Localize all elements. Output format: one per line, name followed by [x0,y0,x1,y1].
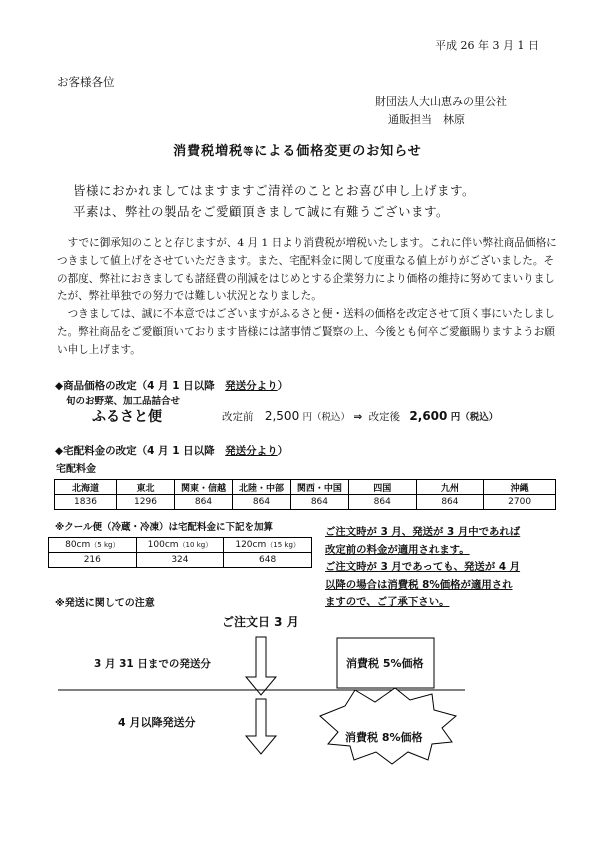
title-main: 消費税増税 [173,144,244,159]
size-value: 80cm [65,540,91,550]
arrow-icon: ⇒ [353,411,363,423]
greeting-line-1: 皆様におかれましてはますますご清祥のこととお喜び申し上げます。 [73,183,476,198]
weight-value: （10 kg） [178,541,213,549]
tax5-label: 消費税 5%価格 [346,657,424,670]
document-date: 平成 26 年 3 月 1 日 [435,39,539,52]
march-shipping-label: 3 月 31 日までの発送分 [94,658,211,670]
title-small: 等 [243,147,255,158]
department-contact: 通販担当 林原 [388,113,465,126]
product-subtitle: 旬のお野菜、加工品詰合せ [66,396,181,407]
april-shipping-label: 4 月以降発送分 [118,716,196,729]
greeting-line-2: 平素は、弊社の製品をご愛顧頂きまして誠に有難うございます。 [73,204,450,219]
region-cell: 北海道 [55,480,117,495]
after-price: 2,600 [409,409,448,423]
heading-prefix: ◆宅配料金の改定（4 月 1 日以降 [55,445,226,457]
price-cell: 648 [224,553,312,568]
notice-line: 改定前の料金が適用されます。 [325,543,470,556]
price-cell: 2700 [484,495,556,510]
heading-prefix: ◆商品価格の改定（4 月 1 日以降 [55,380,226,392]
cool-section-heading: ※クール便（冷蔵・冷凍）は宅配料金に下記を加算 [55,522,274,533]
product-name: ふるさと便 [92,409,162,425]
notice-line: ますので、ご了承下さい。 [325,596,450,608]
notice-line: ご注文時が 3 月であっても、発送が 4 月 [325,561,521,573]
before-yen-tax: 円（税込） [302,412,351,423]
price-cell: 864 [175,495,233,510]
down-arrow-icon [246,637,276,695]
price-cell: 864 [416,495,484,510]
price-cell: 324 [136,553,224,568]
price-cell: 216 [49,553,137,568]
region-cell: 沖縄 [484,480,556,495]
weight-value: （15 kg） [266,541,300,549]
body-paragraph-1: すでに御承知のことと存じますが、4 月 1 日より消費税が増税いたします。これに伴い弊社商品価格につきまして値上げをさせていただきます。また、宅配料金に関して度重なる値上がりがございました。その都度、弊社におきましても諸経費の削減をはじめとする企業努力により価格の維持に努めてまいりましたが、弊社単独での努力では難しい状況となりました。 [57,237,557,303]
price-cell: 1296 [116,495,174,510]
size-value: 120cm [235,540,267,550]
before-price: 2,500 [264,409,300,423]
heading-suffix: ） [277,380,289,392]
tax8-label: 消費税 8%価格 [345,731,423,744]
notice-line: 以降の場合は消費税 8%価格が適用され [325,578,513,591]
price-cell: 864 [290,495,348,510]
diagram-heading: ※発送に関しての注意 [55,598,155,609]
after-yen-tax: 円（税込） [450,412,499,423]
organization-name: 財団法人大山恵みの里公社 [375,95,507,108]
region-cell: 関西・中国 [290,480,348,495]
weight-value: （5 kg） [90,541,120,549]
body-paragraph-2: つきましては、誠に不本意ではございますがふるさと便・送料の価格を改定させて頂く事にいたしました。弊社商品をご愛顧頂いております皆様には諸事情ご賢察の上、今後とも何卒ご愛顧賜りますようお願い申し上げます。 [57,308,555,356]
region-cell: 四国 [348,480,416,495]
title-rest: による価格変更のお知らせ [254,144,422,159]
notice-line: ご注文時が 3 月、発送が 3 月中であれば [325,526,521,538]
heading-underlined: 発送分より [225,445,278,457]
price-cell: 864 [348,495,416,510]
after-label: 改定後 [368,411,401,423]
region-cell: 九州 [416,480,484,495]
price-cell: 864 [233,495,291,510]
region-cell: 東北 [116,480,174,495]
region-cell: 北陸・中部 [233,480,291,495]
before-label: 改定前 [222,411,254,423]
tax8-burst-shape [320,688,456,764]
heading-suffix: ） [277,445,289,457]
down-arrow-icon [246,699,276,754]
shipping-table-title: 宅配料金 [56,464,96,475]
price-cell: 1836 [55,495,117,510]
heading-underlined: 発送分より [225,380,278,392]
addressee: お客様各位 [57,75,115,89]
size-value: 100cm [147,540,179,550]
order-date-label: ご注文日 3 月 [222,615,299,629]
region-cell: 関東・信越 [175,480,233,495]
